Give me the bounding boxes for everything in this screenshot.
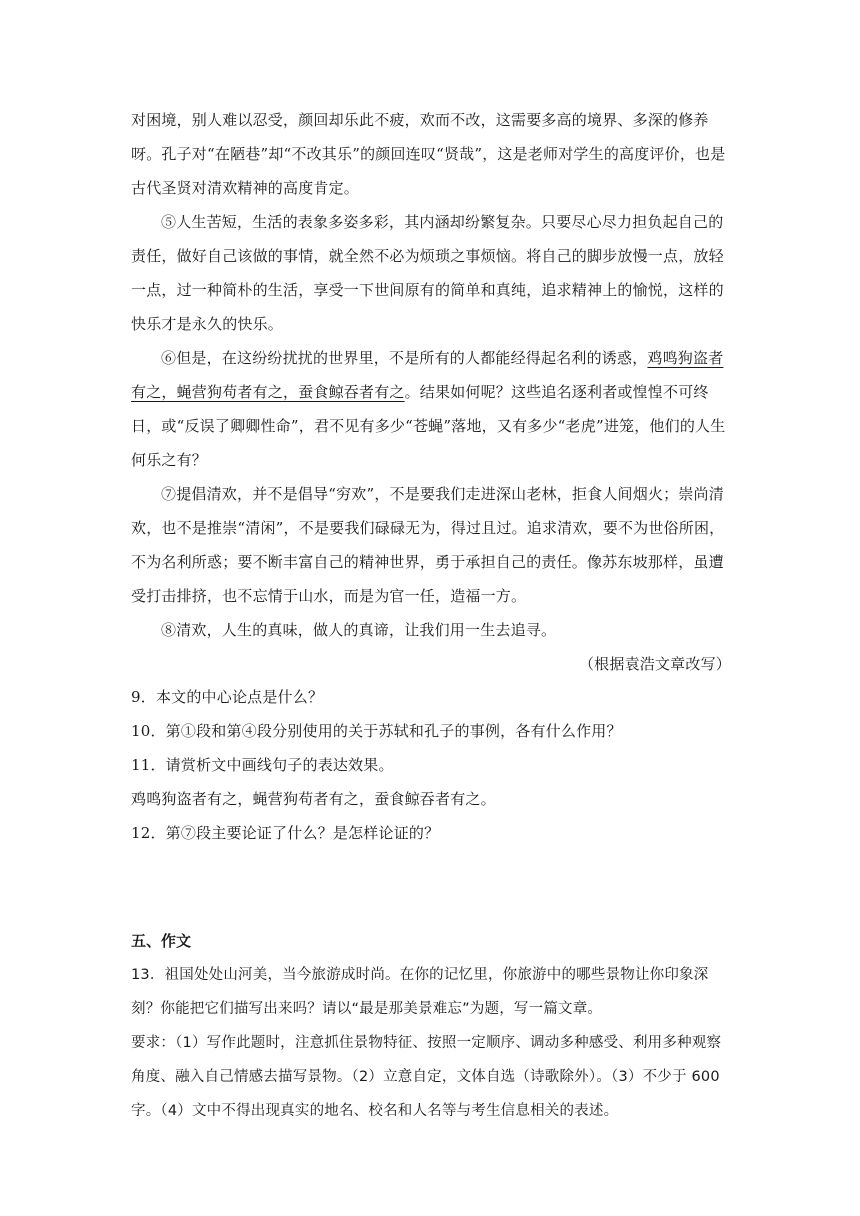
article-body <box>131 103 731 681</box>
paragraph-4-tail: 对困境，别人难以忍受，颜回却乐此不疲，欢而不改，这需要多高的境界、多深的修养呀。孔子对“在陋巷”却“不改其乐”的颜回连叹“贤哉”，这是老师对学生的高度评价，也是古代圣贤对清欢精神的高度肯定。 <box>131 111 726 197</box>
section-heading: 五、作文 <box>131 932 192 950</box>
questions-section <box>131 680 731 850</box>
essay-requirements: 要求：（1）写作此题时，注意抓住景物特征、按照一定顺序、调动多种感受、利用多种观察角度、融入自己情感去描写景物。（2）立意自定，文体自选（诗歌除外）。（3）不少于 600 字。（4）文中不得出现真实的地名、校名和人名等与考生信息相关的表述。 <box>131 1035 722 1119</box>
question-9: 9．本文的中心论点是什么？ <box>131 688 324 706</box>
question-11: 11．请赏析文中画线句子的表达效果。 <box>131 756 394 774</box>
paragraph-5: ⑤人生苦短，生活的表象多姿多彩，其内涵却纷繁复杂。只要尽心尽力担负起自己的责任，做好自己该做的事情，就全然不必为烦琐之事烦恼。将自己的脚步放慢一点，放轻一点，过一种简朴的生活，享受一下世间原有的简单和真纯，追求精神上的愉悦，这样的快乐才是永久的快乐。 <box>131 213 724 333</box>
essay-section <box>131 924 731 1128</box>
question-11-sentence: 鸡鸣狗盗者有之，蝇营狗苟者有之，蚕食鲸吞者有之。 <box>131 790 496 808</box>
question-13: 13．祖国处处山河美，当今旅游成时尚。在你的记忆里，你旅游中的哪些景物让你印象深刻？你能把它们描写出来吗？请以“最是那美景难忘”为题，写一篇文章。 <box>131 967 709 1017</box>
paragraph-7: ⑦提倡清欢，并不是倡导“穷欢”，不是要我们走进深山老林，拒食人间烟火；崇尚清欢，也不是推崇“清闲”，不是要我们碌碌无为，得过且过。追求清欢，要不为世俗所困，不为名利所惑；要不断丰富自己的精神世界，勇于承担自己的责任。像苏东坡那样，虽遭受打击排挤，也不忘情于山水，而是为官一任，造福一方。 <box>131 485 725 605</box>
question-12: 12．第⑦段主要论证了什么？是怎样论证的？ <box>131 824 440 842</box>
source-note: （根据袁浩文章改写） <box>578 655 731 673</box>
underlined-sentence: 鸡鸣狗盗者有之，蝇营狗苟者有之，蚕食鲸吞者有之 <box>131 349 724 401</box>
paragraph-6-lead: ⑥但是，在这纷纷扰扰的世界里，不是所有的人都能经得起名利的诱惑， <box>161 349 648 367</box>
paragraph-8: ⑧清欢，人生的真味，做人的真谛，让我们用一生去追寻。 <box>161 621 557 639</box>
question-10: 10．第①段和第④段分别使用的关于苏轼和孔子的事例，各有什么作用？ <box>131 722 622 740</box>
paragraph-6-rest: 。结果如何呢？这些追名逐利者或惶惶不可终日，或“反误了卿卿性命”，君不见有多少“苍蝇”落地，又有多少“老虎”进笼，他们的人生何乐之有？ <box>131 383 726 469</box>
paragraph-6 <box>131 341 731 477</box>
